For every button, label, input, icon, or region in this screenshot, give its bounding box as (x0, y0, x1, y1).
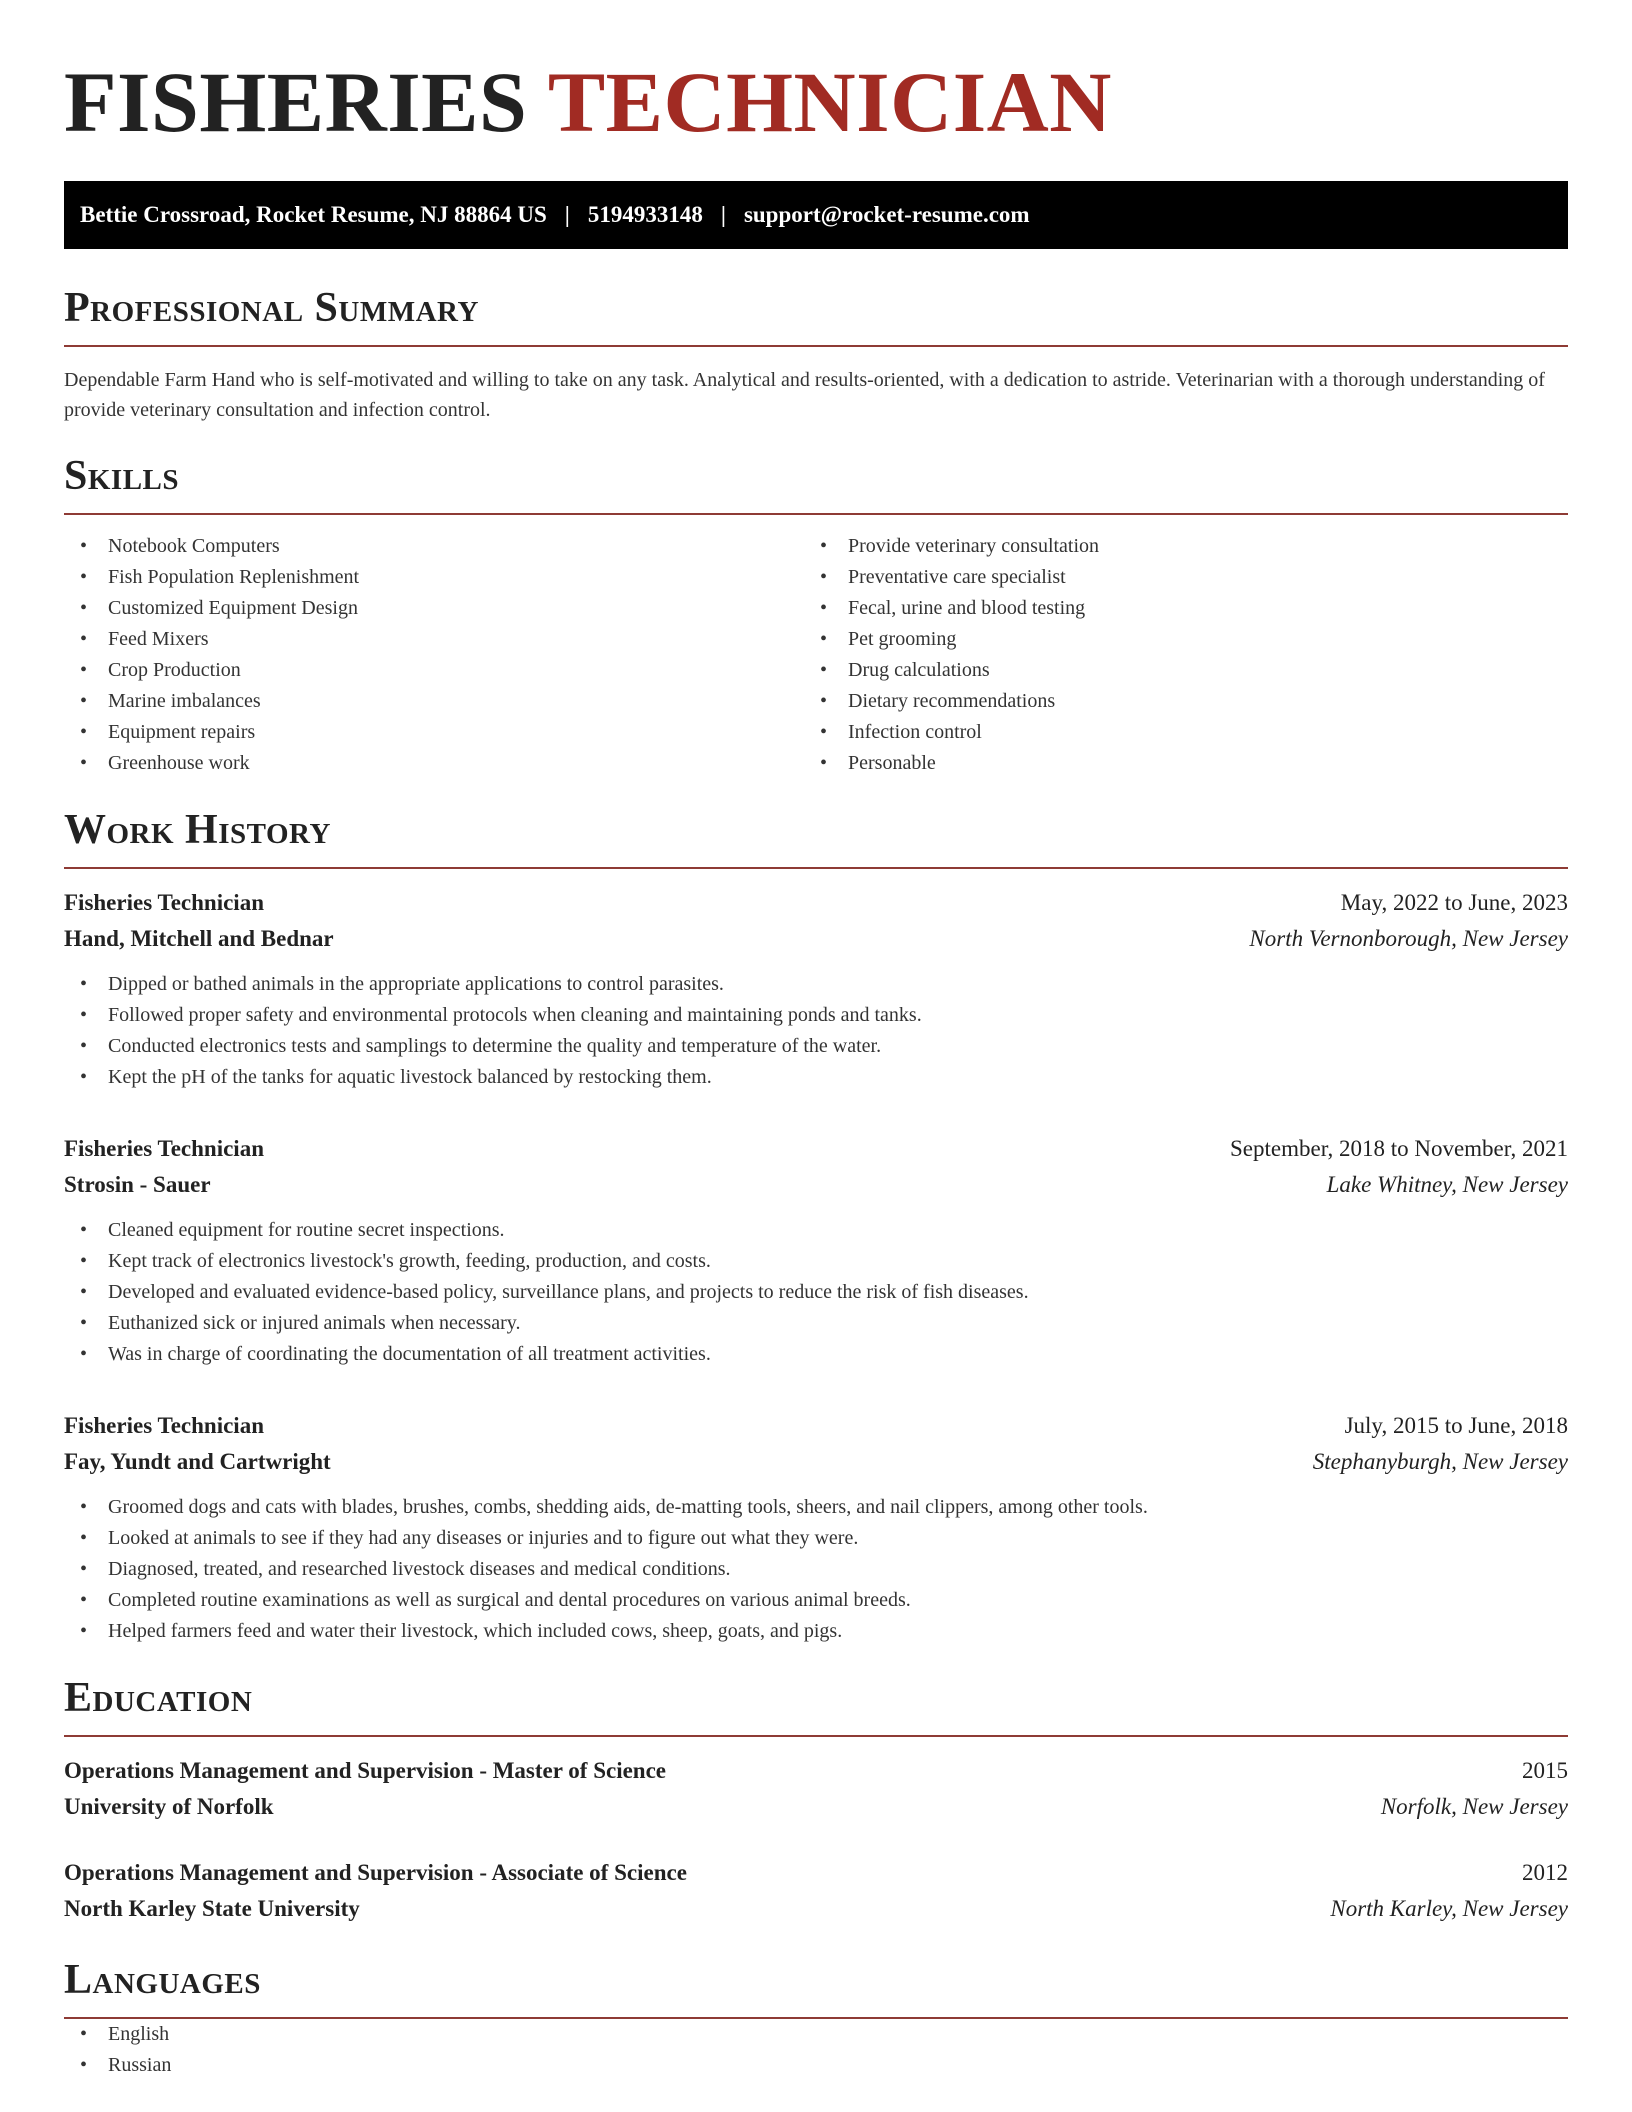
job-title: Fisheries Technician (64, 890, 264, 915)
education-entry (64, 1753, 1568, 1825)
contact-separator: | (720, 202, 726, 227)
summary-section (64, 283, 1568, 425)
section-heading-skills: Skills (64, 453, 180, 499)
job-header-row (64, 1408, 1568, 1444)
job-dates: May, 2022 to June, 2023 (1340, 890, 1568, 915)
education-year: 2012 (1522, 1860, 1568, 1885)
skill-item: • Customized Equipment Design (64, 593, 804, 624)
skill-item: • Equipment repairs (64, 717, 804, 748)
skill-item: • Personable (804, 748, 1568, 779)
skill-item: • Infection control (804, 717, 1568, 748)
education-location: Norfolk, New Jersey (1380, 1794, 1568, 1819)
section-heading-summary: Professional Summary (64, 285, 479, 331)
skills-list-right (804, 531, 1568, 779)
section-divider (64, 513, 1568, 515)
skill-item: • Drug calculations (804, 655, 1568, 686)
education-school: University of Norfolk (64, 1794, 274, 1819)
skill-item: • Crop Production (64, 655, 804, 686)
job-entry (64, 1408, 1568, 1647)
job-duty-item: • Completed routine examinations as well as surgical and dental procedures on various animal breeds. (64, 1585, 1568, 1616)
job-duties-list (64, 969, 1568, 1093)
job-duties-list (64, 1492, 1568, 1647)
skill-item: • Marine imbalances (64, 686, 804, 717)
education-degree: Operations Management and Supervision - Master of Science (64, 1758, 667, 1783)
education-location: North Karley, New Jersey (1330, 1896, 1568, 1921)
skill-item: • Fish Population Replenishment (64, 562, 804, 593)
job-location: Stephanyburgh, New Jersey (1312, 1449, 1568, 1474)
resume-title (64, 52, 1568, 152)
education-degree-row (64, 1753, 1568, 1789)
job-duty-item: • Dipped or bathed animals in the appropriate applications to control parasites. (64, 969, 1568, 1000)
education-entry (64, 1855, 1568, 1927)
section-divider (64, 1735, 1568, 1737)
summary-text: Dependable Farm Hand who is self-motivated and willing to take on any task. Analytical and results-oriented, with a dedication to astride. Veterinarian with a thorough understanding of provide veterinary consultation and infection control. (64, 369, 1545, 421)
job-entry (64, 1131, 1568, 1370)
job-company: Strosin - Sauer (64, 1172, 211, 1197)
job-location: Lake Whitney, New Jersey (1326, 1172, 1568, 1197)
education-degree-row (64, 1855, 1568, 1891)
job-duties-list (64, 1215, 1568, 1370)
job-company-row (64, 1167, 1568, 1203)
job-location: North Vernonborough, New Jersey (1249, 926, 1568, 951)
skill-item: • Preventative care specialist (804, 562, 1568, 593)
section-divider (64, 345, 1568, 347)
job-company: Fay, Yundt and Cartwright (64, 1449, 331, 1474)
job-title: Fisheries Technician (64, 1136, 264, 1161)
contact-separator: | (564, 202, 570, 227)
job-title: Fisheries Technician (64, 1413, 264, 1438)
job-dates: September, 2018 to November, 2021 (1230, 1136, 1568, 1161)
section-divider (64, 867, 1568, 869)
skill-item: • Provide veterinary consultation (804, 531, 1568, 562)
contact-phone: 5194933148 (587, 202, 703, 227)
title-first-word: FISHERIES (64, 54, 528, 150)
job-duty-item: • Euthanized sick or injured animals when necessary. (64, 1308, 1568, 1339)
education-school-row (64, 1789, 1568, 1825)
skill-item: • Greenhouse work (64, 748, 804, 779)
job-duty-item: • Diagnosed, treated, and researched livestock diseases and medical conditions. (64, 1554, 1568, 1585)
skills-list-left (64, 531, 804, 779)
job-duty-item: • Kept track of electronics livestock's growth, feeding, production, and costs. (64, 1246, 1568, 1277)
education-school: North Karley State University (64, 1896, 360, 1921)
language-item: • English (64, 2019, 1568, 2050)
job-entry (64, 885, 1568, 1093)
section-heading-languages: Languages (64, 1957, 261, 2003)
job-duty-item: • Groomed dogs and cats with blades, brushes, combs, shedding aids, de-matting tools, sheers, and nail clippers, among other tools. (64, 1492, 1568, 1523)
job-company-row (64, 921, 1568, 957)
job-duty-item: • Was in charge of coordinating the documentation of all treatment activities. (64, 1339, 1568, 1370)
job-header-row (64, 1131, 1568, 1167)
contact-email: support@rocket-resume.com (743, 202, 1030, 227)
skills-grid (64, 531, 1568, 779)
job-duty-item: • Looked at animals to see if they had any diseases or injuries and to figure out what they were. (64, 1523, 1568, 1554)
section-heading-education: Education (64, 1675, 253, 1721)
work-history-section (64, 805, 1568, 1647)
job-dates: July, 2015 to June, 2018 (1344, 1413, 1568, 1438)
education-school-row (64, 1891, 1568, 1927)
job-duty-item: • Followed proper safety and environmental protocols when cleaning and maintaining ponds and tanks. (64, 1000, 1568, 1031)
job-company: Hand, Mitchell and Bednar (64, 926, 334, 951)
skill-item: • Dietary recommendations (804, 686, 1568, 717)
education-year: 2015 (1522, 1758, 1568, 1783)
skill-item: • Pet grooming (804, 624, 1568, 655)
language-item: • Russian (64, 2050, 1568, 2081)
skill-item: • Feed Mixers (64, 624, 804, 655)
skill-item: • Fecal, urine and blood testing (804, 593, 1568, 624)
job-duty-item: • Conducted electronics tests and samplings to determine the quality and temperature of the water. (64, 1031, 1568, 1062)
job-company-row (64, 1444, 1568, 1480)
job-duty-item: • Helped farmers feed and water their livestock, which included cows, sheep, goats, and pigs. (64, 1616, 1568, 1647)
languages-section (64, 1955, 1568, 2081)
section-heading-work-history: Work History (64, 807, 331, 853)
languages-list (64, 2019, 1568, 2081)
education-degree: Operations Management and Supervision - Associate of Science (64, 1860, 687, 1885)
education-section (64, 1673, 1568, 1927)
job-duty-item: • Kept the pH of the tanks for aquatic livestock balanced by restocking them. (64, 1062, 1568, 1093)
contact-bar (64, 181, 1568, 249)
job-header-row (64, 885, 1568, 921)
job-duty-item: • Developed and evaluated evidence-based policy, surveillance plans, and projects to reduce the risk of fish diseases. (64, 1277, 1568, 1308)
title-second-word: TECHNICIAN (547, 54, 1112, 150)
contact-address: Bettie Crossroad, Rocket Resume, NJ 88864 US (80, 202, 547, 227)
skills-section (64, 451, 1568, 779)
skill-item: • Notebook Computers (64, 531, 804, 562)
job-duty-item: • Cleaned equipment for routine secret inspections. (64, 1215, 1568, 1246)
